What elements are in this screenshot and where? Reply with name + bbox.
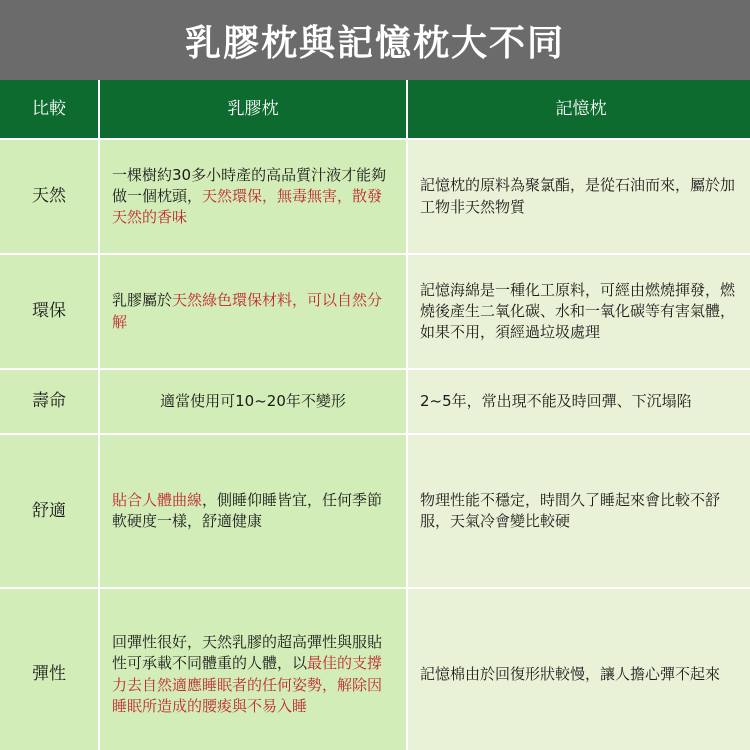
row-label: 天然 — [0, 140, 98, 253]
latex-cell — [100, 589, 406, 750]
memory-text — [420, 175, 742, 218]
header-memory-pillow: 記憶枕 — [408, 80, 750, 138]
body-text: 適當使用可10~20年不變形 — [160, 391, 346, 410]
body-text: 一棵樹約30多小時產的高品質汁液才能夠做一個枕頭， — [112, 165, 387, 205]
memory-cell — [408, 435, 750, 587]
body-text: 記憶棉由於回復形狀較慢，讓人擔心彈不起來 — [420, 664, 721, 683]
memory-text — [420, 490, 742, 533]
body-text: ，側睡仰睡皆宜，任何季節軟硬度一樣，舒適健康 — [112, 490, 383, 530]
latex-cell — [100, 140, 406, 253]
latex-cell — [100, 435, 406, 587]
latex-text — [112, 165, 394, 229]
memory-cell — [408, 589, 750, 750]
row-label: 舒適 — [0, 435, 98, 587]
header-compare: 比較 — [0, 80, 98, 138]
highlight-text: 最佳的支撐力去自然適應睡眠者的任何姿勢，解除因睡眠所造成的腰痠與不易入睡 — [112, 654, 383, 715]
row-label: 壽命 — [0, 370, 98, 433]
body-text: 記憶海綿是一種化工原料，可經由燃燒揮發，燃燒後產生二氧化碳、水和一氧化碳等有害氣體，如果不用，須經過垃圾處理 — [420, 280, 736, 342]
latex-cell — [100, 255, 406, 368]
latex-text — [160, 391, 346, 412]
memory-text — [420, 391, 692, 412]
body-text: 記憶枕的原料為聚氯酯，是從石油而來，屬於加工物非天然物質 — [420, 176, 736, 216]
latex-cell — [100, 370, 406, 433]
latex-text — [112, 290, 394, 333]
highlight-text: 天然綠色環保材料，可以自然分解 — [112, 291, 383, 331]
body-text: 乳膠屬於 — [112, 291, 173, 310]
body-text: 2~5年，常出現不能及時回彈、下沉塌陷 — [420, 391, 692, 410]
memory-cell — [408, 140, 750, 253]
memory-cell — [408, 370, 750, 433]
row-label: 環保 — [0, 255, 98, 368]
memory-text — [420, 280, 742, 344]
latex-text — [112, 490, 394, 533]
body-text: 物理性能不穩定，時間久了睡起來會比較不舒服，天氣冷會變比較硬 — [420, 490, 721, 530]
memory-cell — [408, 255, 750, 368]
highlight-text: 天然環保，無毒無害，散發天然的香味 — [112, 186, 383, 227]
page-title: 乳膠枕與記憶枕大不同 — [184, 22, 565, 64]
body-text: 回彈性很好，天然乳膠的超高彈性與服貼性可承載不同體重的人體，以 — [112, 632, 383, 673]
comparison-table — [0, 80, 750, 750]
row-label: 彈性 — [0, 589, 98, 750]
header-latex-pillow: 乳膠枕 — [100, 80, 406, 138]
title-banner — [0, 0, 750, 80]
highlight-text: 貼合人體曲線 — [112, 490, 203, 509]
memory-text — [420, 664, 720, 685]
latex-text — [112, 632, 394, 717]
